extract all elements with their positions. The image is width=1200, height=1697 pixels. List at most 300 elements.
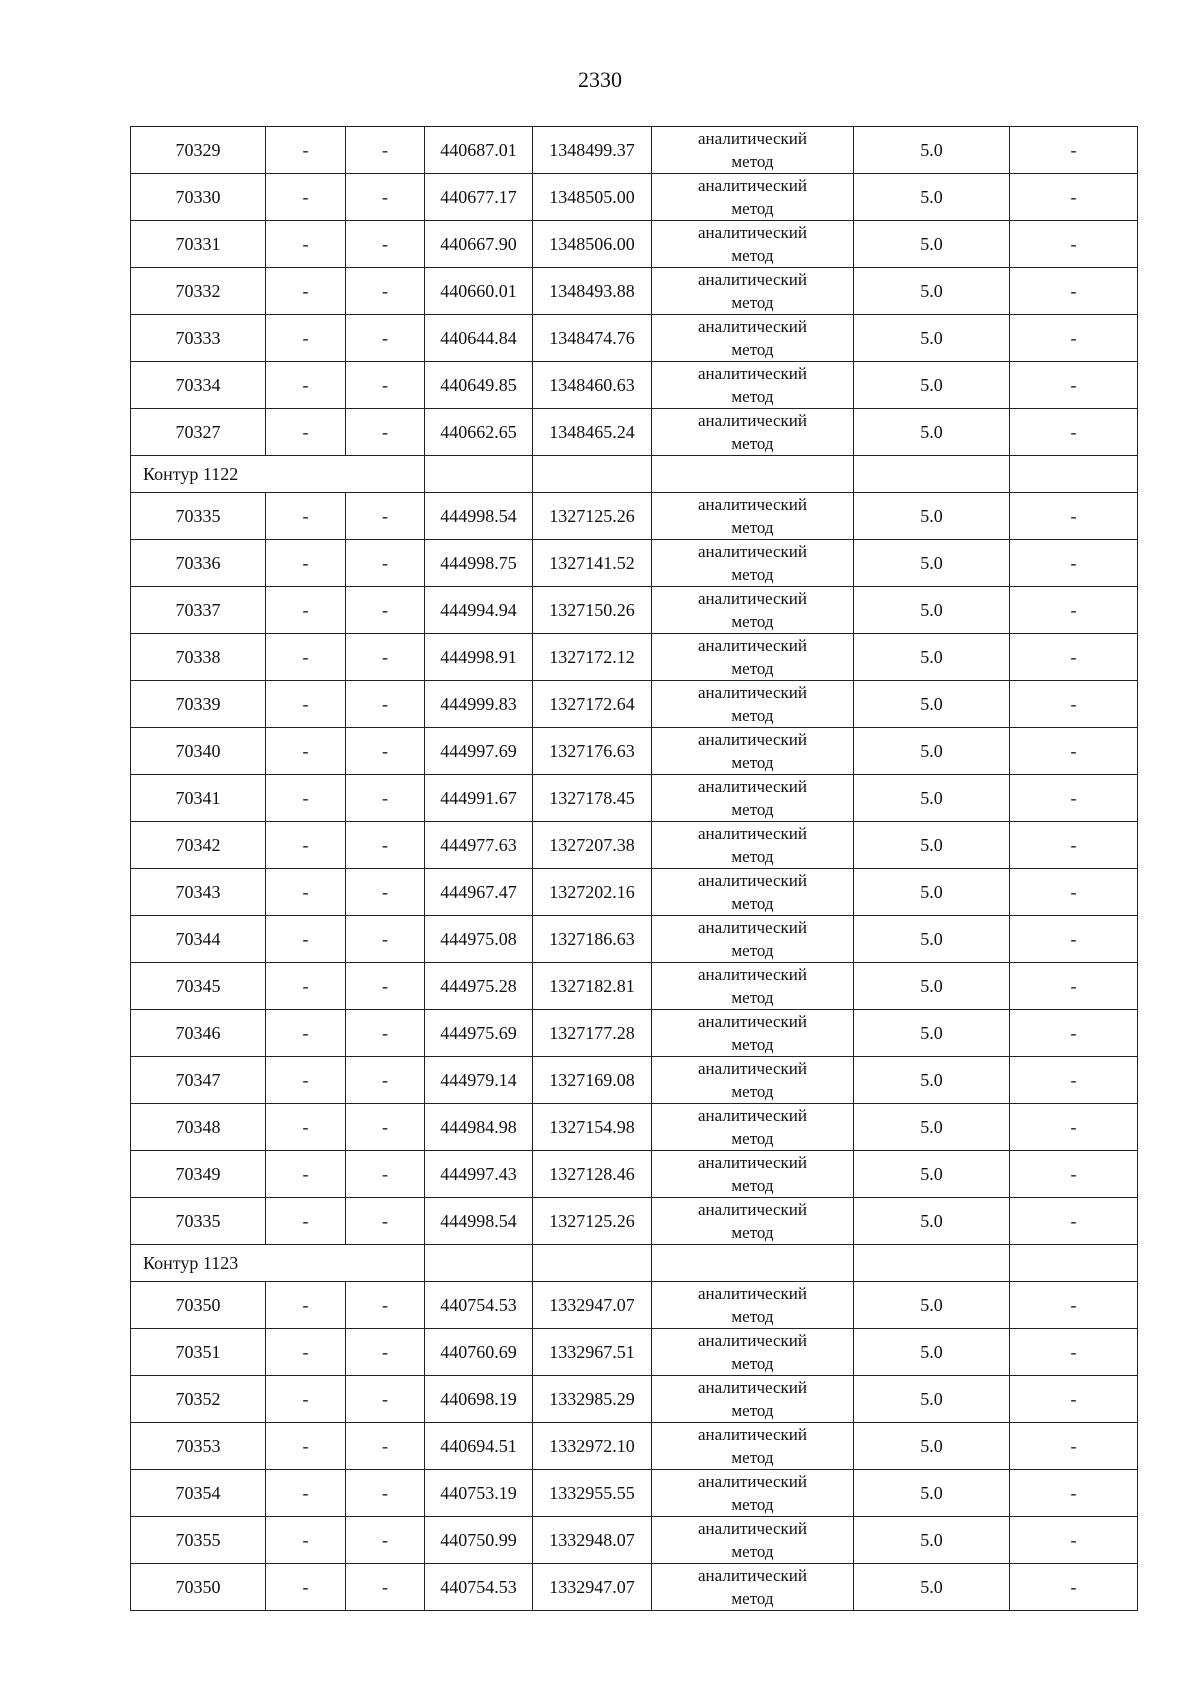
table-row bbox=[131, 1470, 1138, 1517]
x-coordinate-cell: 444967.47 bbox=[425, 869, 533, 916]
method-line-1: аналитический bbox=[698, 411, 807, 430]
method-line-1: аналитический bbox=[698, 683, 807, 702]
method-cell bbox=[652, 1010, 854, 1057]
method-line-1: аналитический bbox=[698, 1566, 807, 1585]
dash-cell: - bbox=[346, 1198, 425, 1245]
y-coordinate-cell: 1327178.45 bbox=[533, 775, 652, 822]
x-coordinate-cell: 440754.53 bbox=[425, 1282, 533, 1329]
accuracy-cell: 5.0 bbox=[854, 822, 1010, 869]
dash-cell: - bbox=[266, 1517, 346, 1564]
table-row bbox=[131, 1564, 1138, 1611]
accuracy-cell: 5.0 bbox=[854, 869, 1010, 916]
point-id-cell: 70329 bbox=[131, 127, 266, 174]
dash-cell: - bbox=[266, 362, 346, 409]
dash-cell: - bbox=[346, 1376, 425, 1423]
method-line-2: метод bbox=[731, 1354, 774, 1373]
method-line-1: аналитический bbox=[698, 589, 807, 608]
dash-cell: - bbox=[266, 916, 346, 963]
y-coordinate-cell: 1332985.29 bbox=[533, 1376, 652, 1423]
dash-cell: - bbox=[346, 634, 425, 681]
dash-cell: - bbox=[1010, 268, 1138, 315]
dash-cell: - bbox=[1010, 822, 1138, 869]
y-coordinate-cell: 1348465.24 bbox=[533, 409, 652, 456]
y-coordinate-cell: 1327172.64 bbox=[533, 681, 652, 728]
accuracy-cell: 5.0 bbox=[854, 775, 1010, 822]
dash-cell: - bbox=[1010, 1517, 1138, 1564]
accuracy-cell: 5.0 bbox=[854, 268, 1010, 315]
accuracy-cell: 5.0 bbox=[854, 1470, 1010, 1517]
method-line-1: аналитический bbox=[698, 223, 807, 242]
x-coordinate-cell: 444997.43 bbox=[425, 1151, 533, 1198]
dash-cell: - bbox=[346, 1423, 425, 1470]
method-line-1: аналитический bbox=[698, 1472, 807, 1491]
method-cell bbox=[652, 963, 854, 1010]
method-cell bbox=[652, 174, 854, 221]
method-line-2: метод bbox=[731, 847, 774, 866]
dash-cell: - bbox=[266, 1010, 346, 1057]
dash-cell: - bbox=[346, 127, 425, 174]
table-row bbox=[131, 362, 1138, 409]
table-row bbox=[131, 493, 1138, 540]
dash-cell: - bbox=[346, 1057, 425, 1104]
method-line-2: метод bbox=[731, 1035, 774, 1054]
method-line-1: аналитический bbox=[698, 1012, 807, 1031]
table-row bbox=[131, 315, 1138, 362]
dash-cell: - bbox=[1010, 362, 1138, 409]
dash-cell: - bbox=[1010, 1329, 1138, 1376]
method-line-2: метод bbox=[731, 1448, 774, 1467]
method-cell bbox=[652, 362, 854, 409]
y-coordinate-cell: 1327150.26 bbox=[533, 587, 652, 634]
method-line-2: метод bbox=[731, 1307, 774, 1326]
empty-cell bbox=[533, 1245, 652, 1282]
x-coordinate-cell: 440750.99 bbox=[425, 1517, 533, 1564]
dash-cell: - bbox=[1010, 221, 1138, 268]
dash-cell: - bbox=[1010, 1010, 1138, 1057]
dash-cell: - bbox=[266, 728, 346, 775]
dash-cell: - bbox=[346, 1564, 425, 1611]
dash-cell: - bbox=[266, 869, 346, 916]
method-line-1: аналитический bbox=[698, 1153, 807, 1172]
table-row bbox=[131, 540, 1138, 587]
accuracy-cell: 5.0 bbox=[854, 1376, 1010, 1423]
dash-cell: - bbox=[346, 1329, 425, 1376]
contour-label: Контур 1123 bbox=[131, 1245, 425, 1282]
y-coordinate-cell: 1327141.52 bbox=[533, 540, 652, 587]
x-coordinate-cell: 440662.65 bbox=[425, 409, 533, 456]
dash-cell: - bbox=[1010, 127, 1138, 174]
y-coordinate-cell: 1327176.63 bbox=[533, 728, 652, 775]
dash-cell: - bbox=[1010, 1282, 1138, 1329]
dash-cell: - bbox=[346, 728, 425, 775]
x-coordinate-cell: 440644.84 bbox=[425, 315, 533, 362]
dash-cell: - bbox=[266, 174, 346, 221]
point-id-cell: 70339 bbox=[131, 681, 266, 728]
accuracy-cell: 5.0 bbox=[854, 1151, 1010, 1198]
method-line-2: метод bbox=[731, 1129, 774, 1148]
dash-cell: - bbox=[1010, 728, 1138, 775]
y-coordinate-cell: 1327172.12 bbox=[533, 634, 652, 681]
dash-cell: - bbox=[266, 1282, 346, 1329]
dash-cell: - bbox=[1010, 1198, 1138, 1245]
method-line-1: аналитический bbox=[698, 918, 807, 937]
accuracy-cell: 5.0 bbox=[854, 540, 1010, 587]
y-coordinate-cell: 1327125.26 bbox=[533, 493, 652, 540]
y-coordinate-cell: 1332948.07 bbox=[533, 1517, 652, 1564]
table-row bbox=[131, 587, 1138, 634]
dash-cell: - bbox=[1010, 916, 1138, 963]
method-cell bbox=[652, 1104, 854, 1151]
y-coordinate-cell: 1327207.38 bbox=[533, 822, 652, 869]
method-line-1: аналитический bbox=[698, 129, 807, 148]
point-id-cell: 70337 bbox=[131, 587, 266, 634]
method-line-2: метод bbox=[731, 1223, 774, 1242]
dash-cell: - bbox=[1010, 681, 1138, 728]
method-cell bbox=[652, 916, 854, 963]
method-line-1: аналитический bbox=[698, 636, 807, 655]
accuracy-cell: 5.0 bbox=[854, 916, 1010, 963]
empty-cell bbox=[425, 1245, 533, 1282]
y-coordinate-cell: 1332967.51 bbox=[533, 1329, 652, 1376]
accuracy-cell: 5.0 bbox=[854, 1010, 1010, 1057]
method-cell bbox=[652, 728, 854, 775]
x-coordinate-cell: 440667.90 bbox=[425, 221, 533, 268]
point-id-cell: 70343 bbox=[131, 869, 266, 916]
method-line-1: аналитический bbox=[698, 730, 807, 749]
x-coordinate-cell: 444977.63 bbox=[425, 822, 533, 869]
dash-cell: - bbox=[346, 822, 425, 869]
method-line-2: метод bbox=[731, 706, 774, 725]
accuracy-cell: 5.0 bbox=[854, 728, 1010, 775]
accuracy-cell: 5.0 bbox=[854, 1057, 1010, 1104]
method-line-2: метод bbox=[731, 293, 774, 312]
dash-cell: - bbox=[346, 493, 425, 540]
method-line-1: аналитический bbox=[698, 1519, 807, 1538]
point-id-cell: 70332 bbox=[131, 268, 266, 315]
method-line-1: аналитический bbox=[698, 495, 807, 514]
dash-cell: - bbox=[266, 587, 346, 634]
dash-cell: - bbox=[266, 634, 346, 681]
dash-cell: - bbox=[1010, 587, 1138, 634]
table-row bbox=[131, 1376, 1138, 1423]
point-id-cell: 70350 bbox=[131, 1564, 266, 1611]
method-line-2: метод bbox=[731, 988, 774, 1007]
accuracy-cell: 5.0 bbox=[854, 587, 1010, 634]
y-coordinate-cell: 1327202.16 bbox=[533, 869, 652, 916]
table-row bbox=[131, 268, 1138, 315]
accuracy-cell: 5.0 bbox=[854, 174, 1010, 221]
method-cell bbox=[652, 1423, 854, 1470]
accuracy-cell: 5.0 bbox=[854, 409, 1010, 456]
y-coordinate-cell: 1348506.00 bbox=[533, 221, 652, 268]
dash-cell: - bbox=[266, 315, 346, 362]
method-line-2: метод bbox=[731, 1495, 774, 1514]
empty-cell bbox=[533, 456, 652, 493]
table-row bbox=[131, 681, 1138, 728]
dash-cell: - bbox=[1010, 963, 1138, 1010]
x-coordinate-cell: 440660.01 bbox=[425, 268, 533, 315]
y-coordinate-cell: 1348499.37 bbox=[533, 127, 652, 174]
method-cell bbox=[652, 1057, 854, 1104]
dash-cell: - bbox=[266, 681, 346, 728]
y-coordinate-cell: 1332947.07 bbox=[533, 1564, 652, 1611]
table-row bbox=[131, 1104, 1138, 1151]
method-line-2: метод bbox=[731, 565, 774, 584]
y-coordinate-cell: 1327186.63 bbox=[533, 916, 652, 963]
x-coordinate-cell: 444975.69 bbox=[425, 1010, 533, 1057]
empty-cell bbox=[1010, 456, 1138, 493]
contour-header-row bbox=[131, 1245, 1138, 1282]
table-row bbox=[131, 1282, 1138, 1329]
dash-cell: - bbox=[1010, 1104, 1138, 1151]
point-id-cell: 70333 bbox=[131, 315, 266, 362]
point-id-cell: 70327 bbox=[131, 409, 266, 456]
dash-cell: - bbox=[266, 822, 346, 869]
accuracy-cell: 5.0 bbox=[854, 315, 1010, 362]
y-coordinate-cell: 1327154.98 bbox=[533, 1104, 652, 1151]
accuracy-cell: 5.0 bbox=[854, 221, 1010, 268]
x-coordinate-cell: 444998.54 bbox=[425, 493, 533, 540]
point-id-cell: 70349 bbox=[131, 1151, 266, 1198]
dash-cell: - bbox=[1010, 315, 1138, 362]
table-row bbox=[131, 1151, 1138, 1198]
method-cell bbox=[652, 315, 854, 362]
dash-cell: - bbox=[346, 963, 425, 1010]
empty-cell bbox=[1010, 1245, 1138, 1282]
dash-cell: - bbox=[1010, 775, 1138, 822]
dash-cell: - bbox=[266, 540, 346, 587]
contour-header-row bbox=[131, 456, 1138, 493]
point-id-cell: 70354 bbox=[131, 1470, 266, 1517]
accuracy-cell: 5.0 bbox=[854, 634, 1010, 681]
accuracy-cell: 5.0 bbox=[854, 1104, 1010, 1151]
y-coordinate-cell: 1332972.10 bbox=[533, 1423, 652, 1470]
method-cell bbox=[652, 775, 854, 822]
method-cell bbox=[652, 587, 854, 634]
y-coordinate-cell: 1348460.63 bbox=[533, 362, 652, 409]
method-line-2: метод bbox=[731, 612, 774, 631]
dash-cell: - bbox=[266, 127, 346, 174]
method-line-2: метод bbox=[731, 246, 774, 265]
dash-cell: - bbox=[266, 1329, 346, 1376]
point-id-cell: 70352 bbox=[131, 1376, 266, 1423]
point-id-cell: 70351 bbox=[131, 1329, 266, 1376]
y-coordinate-cell: 1327169.08 bbox=[533, 1057, 652, 1104]
x-coordinate-cell: 444984.98 bbox=[425, 1104, 533, 1151]
dash-cell: - bbox=[346, 1517, 425, 1564]
method-line-2: метод bbox=[731, 1589, 774, 1608]
dash-cell: - bbox=[346, 587, 425, 634]
coordinates-table bbox=[130, 126, 1138, 1611]
x-coordinate-cell: 444997.69 bbox=[425, 728, 533, 775]
dash-cell: - bbox=[346, 1151, 425, 1198]
accuracy-cell: 5.0 bbox=[854, 362, 1010, 409]
method-line-2: метод bbox=[731, 894, 774, 913]
dash-cell: - bbox=[1010, 1564, 1138, 1611]
point-id-cell: 70336 bbox=[131, 540, 266, 587]
dash-cell: - bbox=[1010, 540, 1138, 587]
dash-cell: - bbox=[346, 1104, 425, 1151]
method-cell bbox=[652, 268, 854, 315]
table-row bbox=[131, 634, 1138, 681]
dash-cell: - bbox=[1010, 634, 1138, 681]
method-cell bbox=[652, 822, 854, 869]
point-id-cell: 70331 bbox=[131, 221, 266, 268]
point-id-cell: 70335 bbox=[131, 1198, 266, 1245]
dash-cell: - bbox=[346, 268, 425, 315]
method-cell bbox=[652, 221, 854, 268]
accuracy-cell: 5.0 bbox=[854, 1282, 1010, 1329]
accuracy-cell: 5.0 bbox=[854, 963, 1010, 1010]
accuracy-cell: 5.0 bbox=[854, 127, 1010, 174]
y-coordinate-cell: 1327177.28 bbox=[533, 1010, 652, 1057]
dash-cell: - bbox=[346, 869, 425, 916]
table-body bbox=[131, 127, 1138, 1611]
method-line-1: аналитический bbox=[698, 176, 807, 195]
table-row bbox=[131, 127, 1138, 174]
empty-cell bbox=[854, 456, 1010, 493]
table-row bbox=[131, 1423, 1138, 1470]
method-line-1: аналитический bbox=[698, 965, 807, 984]
empty-cell bbox=[854, 1245, 1010, 1282]
point-id-cell: 70344 bbox=[131, 916, 266, 963]
x-coordinate-cell: 444991.67 bbox=[425, 775, 533, 822]
method-line-1: аналитический bbox=[698, 1425, 807, 1444]
point-id-cell: 70334 bbox=[131, 362, 266, 409]
method-line-2: метод bbox=[731, 434, 774, 453]
method-cell bbox=[652, 1151, 854, 1198]
method-line-2: метод bbox=[731, 753, 774, 772]
dash-cell: - bbox=[1010, 1376, 1138, 1423]
method-line-1: аналитический bbox=[698, 364, 807, 383]
method-cell bbox=[652, 1198, 854, 1245]
x-coordinate-cell: 444975.08 bbox=[425, 916, 533, 963]
dash-cell: - bbox=[346, 540, 425, 587]
table-row bbox=[131, 822, 1138, 869]
x-coordinate-cell: 440677.17 bbox=[425, 174, 533, 221]
method-line-1: аналитический bbox=[698, 270, 807, 289]
point-id-cell: 70355 bbox=[131, 1517, 266, 1564]
accuracy-cell: 5.0 bbox=[854, 1198, 1010, 1245]
dash-cell: - bbox=[266, 1564, 346, 1611]
point-id-cell: 70342 bbox=[131, 822, 266, 869]
dash-cell: - bbox=[266, 1151, 346, 1198]
method-line-1: аналитический bbox=[698, 1284, 807, 1303]
point-id-cell: 70330 bbox=[131, 174, 266, 221]
point-id-cell: 70348 bbox=[131, 1104, 266, 1151]
method-cell bbox=[652, 634, 854, 681]
dash-cell: - bbox=[346, 221, 425, 268]
accuracy-cell: 5.0 bbox=[854, 681, 1010, 728]
x-coordinate-cell: 444998.54 bbox=[425, 1198, 533, 1245]
method-line-2: метод bbox=[731, 1542, 774, 1561]
method-line-2: метод bbox=[731, 387, 774, 406]
method-line-2: метод bbox=[731, 659, 774, 678]
dash-cell: - bbox=[266, 1423, 346, 1470]
empty-cell bbox=[425, 456, 533, 493]
method-line-2: метод bbox=[731, 152, 774, 171]
x-coordinate-cell: 444998.91 bbox=[425, 634, 533, 681]
method-line-2: метод bbox=[731, 941, 774, 960]
dash-cell: - bbox=[266, 1198, 346, 1245]
x-coordinate-cell: 444979.14 bbox=[425, 1057, 533, 1104]
dash-cell: - bbox=[346, 315, 425, 362]
x-coordinate-cell: 440753.19 bbox=[425, 1470, 533, 1517]
accuracy-cell: 5.0 bbox=[854, 1564, 1010, 1611]
x-coordinate-cell: 440687.01 bbox=[425, 127, 533, 174]
method-cell bbox=[652, 1282, 854, 1329]
method-line-1: аналитический bbox=[698, 1106, 807, 1125]
dash-cell: - bbox=[266, 1470, 346, 1517]
dash-cell: - bbox=[1010, 1057, 1138, 1104]
x-coordinate-cell: 444999.83 bbox=[425, 681, 533, 728]
dash-cell: - bbox=[266, 775, 346, 822]
table-row bbox=[131, 1057, 1138, 1104]
dash-cell: - bbox=[1010, 174, 1138, 221]
method-cell bbox=[652, 1470, 854, 1517]
method-line-1: аналитический bbox=[698, 1059, 807, 1078]
method-cell bbox=[652, 1564, 854, 1611]
method-line-1: аналитический bbox=[698, 1200, 807, 1219]
y-coordinate-cell: 1332955.55 bbox=[533, 1470, 652, 1517]
method-line-1: аналитический bbox=[698, 824, 807, 843]
point-id-cell: 70345 bbox=[131, 963, 266, 1010]
dash-cell: - bbox=[266, 409, 346, 456]
table-row bbox=[131, 728, 1138, 775]
method-line-2: метод bbox=[731, 1401, 774, 1420]
method-cell bbox=[652, 1329, 854, 1376]
table-row bbox=[131, 869, 1138, 916]
method-cell bbox=[652, 1517, 854, 1564]
table-row bbox=[131, 775, 1138, 822]
x-coordinate-cell: 440698.19 bbox=[425, 1376, 533, 1423]
table-row bbox=[131, 916, 1138, 963]
method-cell bbox=[652, 540, 854, 587]
dash-cell: - bbox=[1010, 1423, 1138, 1470]
dash-cell: - bbox=[266, 1376, 346, 1423]
dash-cell: - bbox=[346, 174, 425, 221]
y-coordinate-cell: 1348505.00 bbox=[533, 174, 652, 221]
point-id-cell: 70346 bbox=[131, 1010, 266, 1057]
method-line-2: метод bbox=[731, 1082, 774, 1101]
dash-cell: - bbox=[346, 681, 425, 728]
point-id-cell: 70350 bbox=[131, 1282, 266, 1329]
table-row bbox=[131, 1329, 1138, 1376]
dash-cell: - bbox=[1010, 869, 1138, 916]
method-line-1: аналитический bbox=[698, 1331, 807, 1350]
page-number: 2330 bbox=[578, 67, 622, 92]
method-line-1: аналитический bbox=[698, 317, 807, 336]
dash-cell: - bbox=[346, 1010, 425, 1057]
dash-cell: - bbox=[1010, 1151, 1138, 1198]
x-coordinate-cell: 444998.75 bbox=[425, 540, 533, 587]
y-coordinate-cell: 1327128.46 bbox=[533, 1151, 652, 1198]
method-line-2: метод bbox=[731, 199, 774, 218]
point-id-cell: 70340 bbox=[131, 728, 266, 775]
accuracy-cell: 5.0 bbox=[854, 1517, 1010, 1564]
dash-cell: - bbox=[1010, 409, 1138, 456]
dash-cell: - bbox=[346, 1470, 425, 1517]
empty-cell bbox=[652, 1245, 854, 1282]
accuracy-cell: 5.0 bbox=[854, 1423, 1010, 1470]
x-coordinate-cell: 444994.94 bbox=[425, 587, 533, 634]
method-line-1: аналитический bbox=[698, 1378, 807, 1397]
dash-cell: - bbox=[266, 268, 346, 315]
method-cell bbox=[652, 869, 854, 916]
dash-cell: - bbox=[346, 409, 425, 456]
method-line-1: аналитический bbox=[698, 542, 807, 561]
dash-cell: - bbox=[1010, 1470, 1138, 1517]
